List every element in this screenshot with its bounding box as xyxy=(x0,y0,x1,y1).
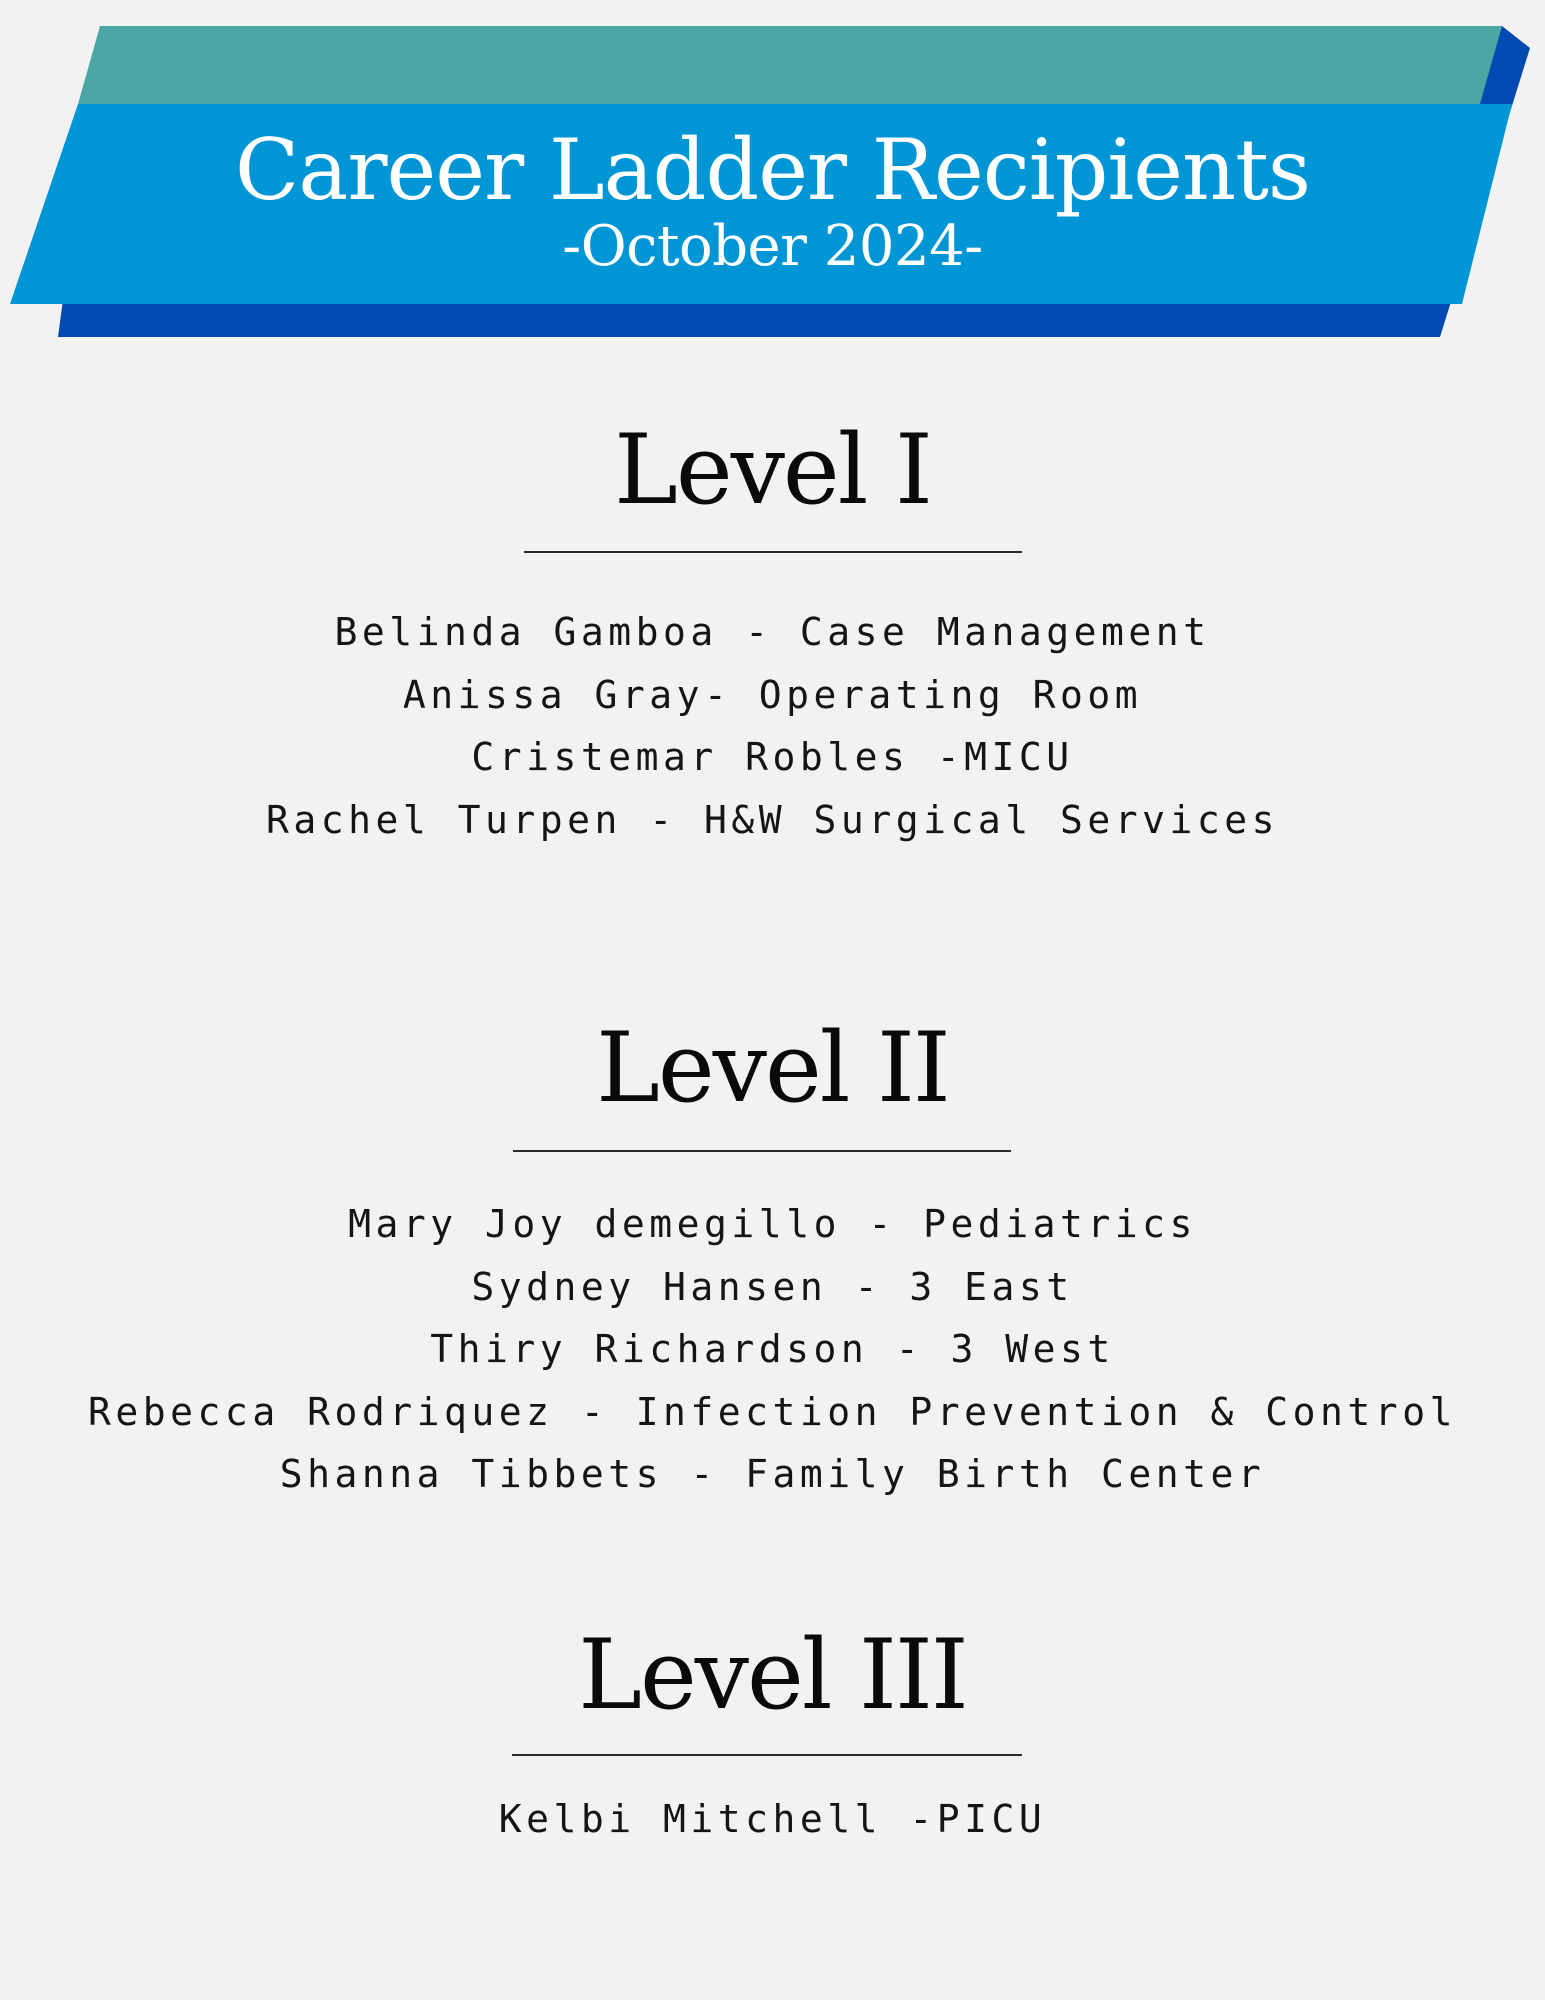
level-2-divider xyxy=(513,1150,1011,1152)
level-3-heading: Level III xyxy=(578,1619,967,1731)
level-2-recipient-list xyxy=(0,1193,1545,1506)
banner-top-strip xyxy=(78,26,1502,104)
page-title: Career Ladder Recipients xyxy=(235,121,1310,219)
recipient-item: Cristemar Robles -MICU xyxy=(471,735,1074,779)
recipient-item: Rachel Turpen - H&W Surgical Services xyxy=(266,797,1279,842)
recipient-item: Shanna Tibbets - Family Birth Center xyxy=(279,1452,1266,1496)
page-subtitle: -October 2024- xyxy=(562,214,983,279)
recipient-item: Sydney Hansen - 3 East xyxy=(471,1264,1074,1309)
recipient-item: Belinda Gamboa - Case Management xyxy=(334,610,1211,654)
level-3-divider xyxy=(512,1754,1022,1756)
header-banner xyxy=(0,0,1545,360)
recipient-item: Anissa Gray- Operating Room xyxy=(402,672,1143,717)
level-1-divider xyxy=(524,551,1022,553)
recipient-item: Rebecca Rodriquez - Infection Prevention & Control xyxy=(88,1389,1457,1434)
level-3-recipient-list xyxy=(0,1788,1545,1851)
level-2-heading: Level II xyxy=(596,1012,949,1124)
recipient-item: Kelbi Mitchell -PICU xyxy=(498,1797,1047,1841)
recipient-item: Thiry Richardson - 3 West xyxy=(430,1327,1115,1371)
recipient-item: Mary Joy demegillo - Pediatrics xyxy=(348,1202,1197,1246)
level-1-heading: Level I xyxy=(614,414,931,526)
level-1-recipient-list xyxy=(0,601,1545,851)
